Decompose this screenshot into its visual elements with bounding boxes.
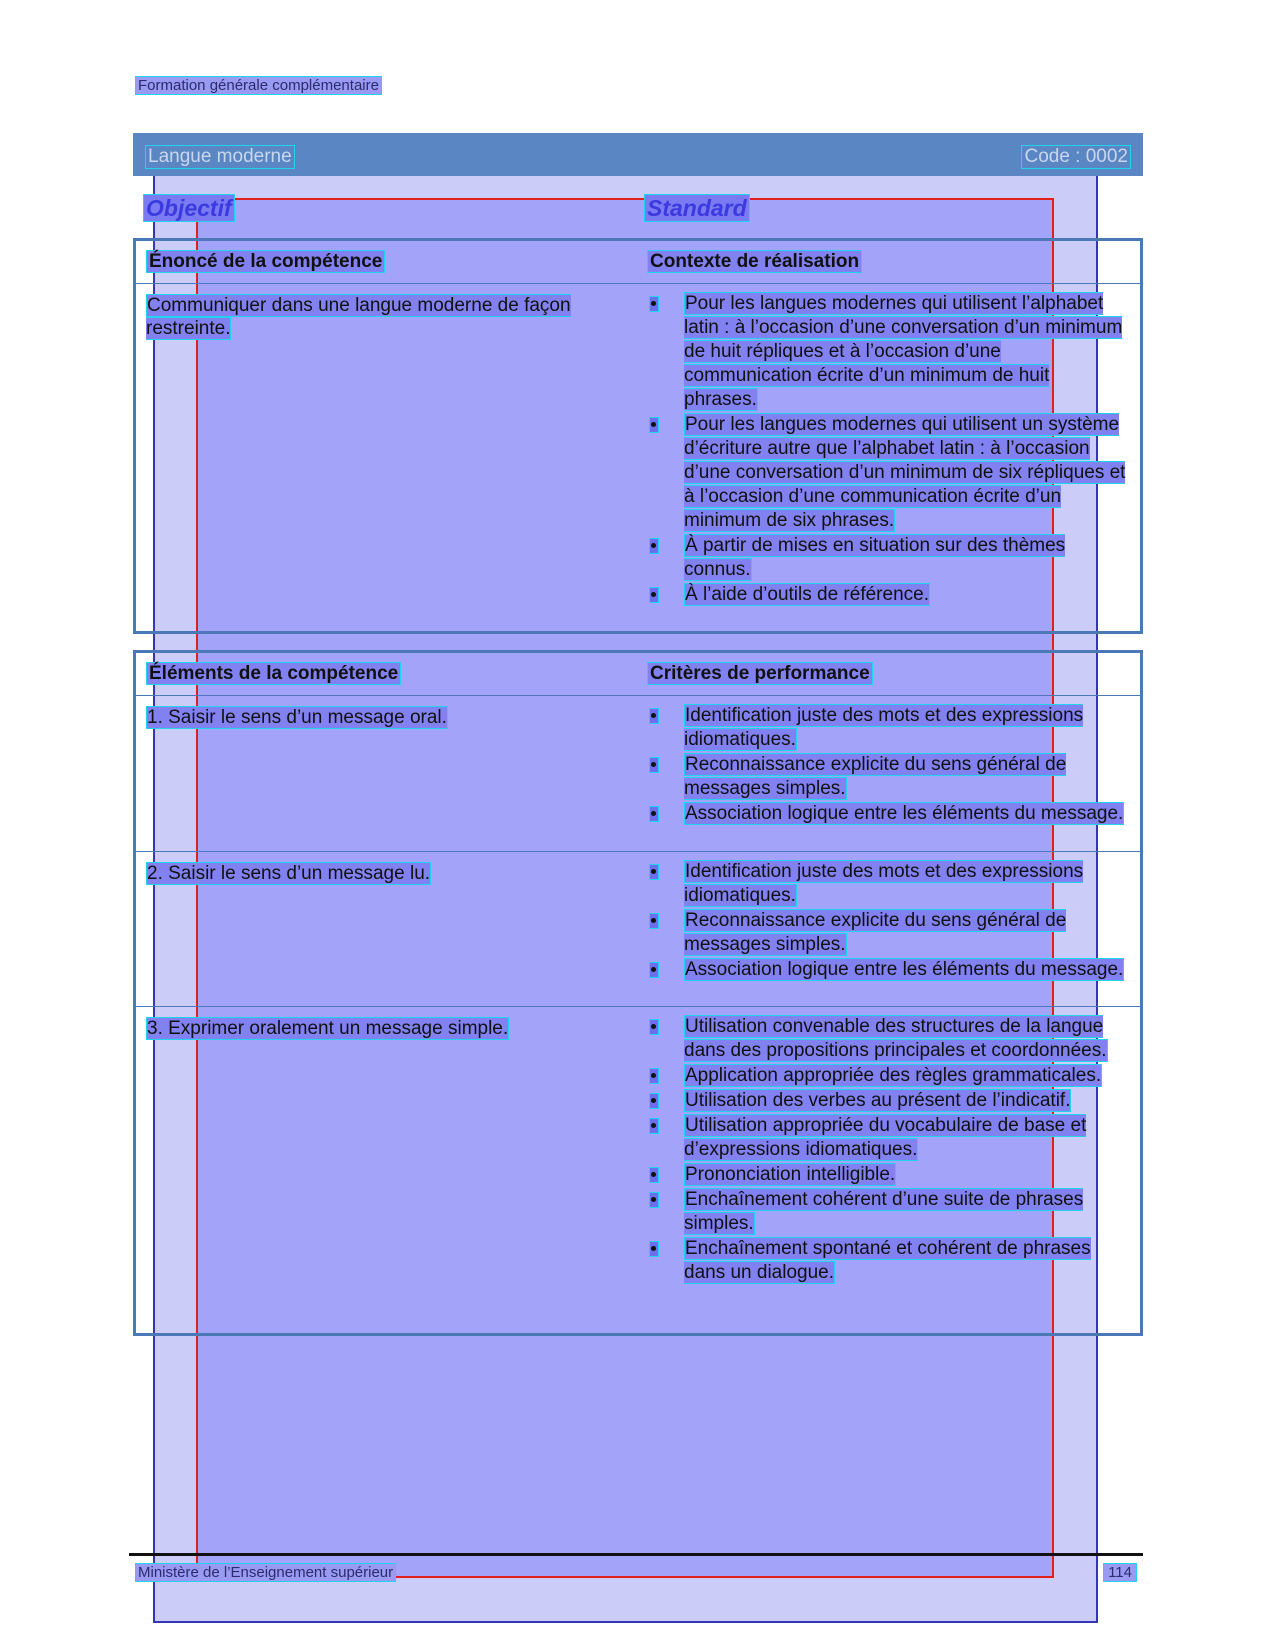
bullet-icon	[649, 1192, 659, 1208]
title-bar	[133, 133, 1143, 176]
element-label: 1. Saisir le sens d’un message oral.	[147, 707, 447, 728]
list-item: Application appropriée des règles grammaticales.	[647, 1064, 1127, 1088]
section-elements-header	[136, 653, 1140, 696]
element-row-2	[136, 851, 1140, 1006]
element-label: 2. Saisir le sens d’un message lu.	[147, 863, 431, 884]
list-item: Enchaînement cohérent d’une suite de phrases simples.	[647, 1188, 1127, 1236]
list-item: Association logique entre les éléments du message.	[647, 802, 1127, 826]
context-list-wrapper	[647, 292, 1127, 608]
bullet-icon	[649, 708, 659, 724]
heading-enonce: Énoncé de la compétence	[146, 251, 385, 273]
list-item: Association logique entre les éléments du message.	[647, 958, 1127, 982]
bullet-icon	[649, 806, 659, 822]
element-label: 3. Exprimer oralement un message simple.	[147, 1018, 509, 1039]
bullet-icon	[649, 864, 659, 880]
section-competence	[133, 238, 1143, 634]
bullet-icon	[649, 1118, 659, 1134]
criteria-wrapper	[647, 860, 1127, 983]
section-competence-header	[136, 241, 1140, 284]
list-item: Prononciation intelligible.	[647, 1163, 1127, 1187]
bullet-icon	[649, 296, 659, 312]
bullet-icon	[649, 1019, 659, 1035]
list-item: Identification juste des mots et des expressions idiomatiques.	[647, 704, 1127, 752]
bullet-icon	[649, 1241, 659, 1257]
criteria-wrapper	[647, 1015, 1127, 1286]
heading-contexte: Contexte de réalisation	[647, 251, 862, 273]
criteria-list	[647, 704, 1127, 826]
section-competence-body	[136, 284, 1140, 632]
list-item: Enchaînement spontané et cohérent de phrases dans un dialogue.	[647, 1237, 1127, 1285]
context-list	[647, 292, 1127, 607]
list-item: Utilisation convenable des structures de la langue dans des propositions principales et coordonnées.	[647, 1015, 1127, 1063]
heading-criteres: Critères de performance	[647, 663, 873, 685]
running-header: Formation générale complémentaire	[135, 76, 382, 95]
bullet-icon	[649, 1068, 659, 1084]
bullet-icon	[649, 587, 659, 603]
list-item: Reconnaissance explicite du sens général de messages simples.	[647, 909, 1127, 957]
bullet-icon	[649, 1093, 659, 1109]
criteria-list	[647, 1015, 1127, 1285]
list-item: À partir de mises en situation sur des thèmes connus.	[647, 534, 1127, 582]
criteria-list	[647, 860, 1127, 982]
bullet-icon	[649, 1167, 659, 1183]
list-item: Pour les langues modernes qui utilisent un système d’écriture autre que l’alphabet latin : à l’occasion d’une conversation d’un minimum de six répliques et à l’occasion d’une communication écrite d’un minimum de six phrases.	[647, 413, 1127, 533]
list-item: Utilisation des verbes au présent de l’indicatif.	[647, 1089, 1127, 1113]
bullet-icon	[649, 962, 659, 978]
list-item: Utilisation appropriée du vocabulaire de base et d’expressions idiomatiques.	[647, 1114, 1127, 1162]
list-item: Identification juste des mots et des expressions idiomatiques.	[647, 860, 1127, 908]
page-number: 114	[1103, 1563, 1137, 1582]
course-code: Code : 0002	[1021, 145, 1131, 169]
list-item: Pour les langues modernes qui utilisent l’alphabet latin : à l’occasion d’une conversation d’un minimum de huit répliques et à l’occasion d’une communication écrite d’un minimum de huit phrases.	[647, 292, 1127, 412]
footer-ministry: Ministère de l’Enseignement supérieur	[135, 1563, 396, 1582]
bullet-icon	[649, 417, 659, 433]
criteria-wrapper	[647, 704, 1127, 827]
element-row-1	[136, 696, 1140, 851]
section-elements	[133, 650, 1143, 1336]
subject-title: Langue moderne	[145, 145, 295, 169]
column-heading-standard: Standard	[644, 195, 750, 222]
column-heading-objective: Objectif	[143, 195, 235, 222]
footer-divider	[129, 1553, 1143, 1556]
heading-elements: Éléments de la compétence	[146, 663, 401, 685]
bullet-icon	[649, 913, 659, 929]
bullet-icon	[649, 538, 659, 554]
bullet-icon	[649, 757, 659, 773]
list-item: À l’aide d’outils de référence.	[647, 583, 1127, 607]
element-row-3	[136, 1006, 1140, 1331]
list-item: Reconnaissance explicite du sens général de messages simples.	[647, 753, 1127, 801]
competence-statement: Communiquer dans une langue moderne de façon restreinte.	[146, 295, 571, 339]
